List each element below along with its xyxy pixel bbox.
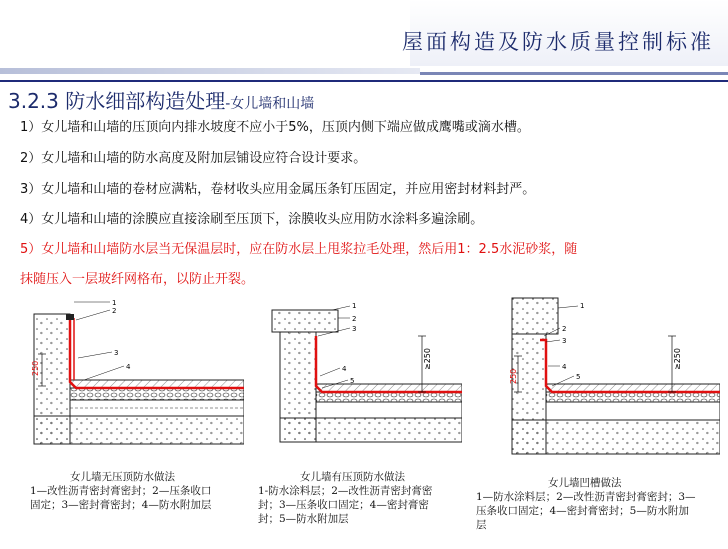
callout-label: 3 (562, 337, 567, 345)
diagram-legend: 1—改性沥青密封膏密封；2—压条收口 (30, 485, 212, 497)
list-item: 3）女儿墙和山墙的卷材应满粘，卷材收头应用金属压条钉压固定，并应用密封材料封严。 (20, 182, 536, 197)
callout-label: 3 (352, 325, 357, 333)
callout-label: 1 (352, 302, 357, 310)
list-item: 2）女儿墙和山墙的防水高度及附加层铺设应符合设计要求。 (20, 151, 367, 166)
list-item: 1）女儿墙和山墙的压顶向内排水坡度不应小于5%，压顶内侧下端应做成鹰嘴或滴水槽。 (20, 120, 530, 135)
callout-label: 2 (112, 307, 117, 315)
callout-label: 4 (562, 363, 567, 371)
diagram-legend: 固定；3—密封膏密封；4—防水附加层 (30, 499, 212, 511)
diagram-parapet-no-coping (14, 296, 244, 468)
diagram-parapet-with-coping (262, 296, 462, 468)
diagram-parapet-groove (500, 296, 720, 468)
header-decoration-bar (0, 68, 420, 74)
page-title: 屋面构造及防水质量控制标准 (402, 30, 714, 54)
header-decoration-bar (420, 72, 728, 75)
callout-label: 5 (576, 373, 581, 381)
dimension-label: 250 (509, 368, 518, 384)
section-number-title: 3.2.3 防水细部构造处理 (8, 89, 226, 113)
list-item-highlight: 5）女儿墙和山墙防水层当无保温层时，应在防水层上甩浆拉毛处理，然后用1：2.5水泥砂浆，随 (20, 242, 578, 257)
diagram-caption: 女儿墙有压顶防水做法 (300, 471, 405, 483)
dimension-label: ≥250 (423, 348, 432, 370)
diagram-legend: 层 (476, 519, 487, 531)
dimension-label: 250 (31, 360, 40, 376)
callout-label: 2 (352, 315, 357, 323)
section-subtitle: -女儿墙和山墙 (225, 96, 315, 112)
callout-label: 3 (114, 349, 119, 357)
diagram-caption: 女儿墙凹槽做法 (548, 477, 622, 489)
diagram-caption: 女儿墙无压顶防水做法 (70, 471, 175, 483)
diagram-legend: 封；3—压条收口固定；4—密封膏密 (258, 499, 429, 511)
callout-label: 4 (126, 363, 131, 371)
callout-label: 4 (342, 365, 347, 373)
dimension-label: ≥250 (673, 348, 682, 370)
diagram-legend: 1—防水涂料层；2—改性沥青密封膏密封；3— (476, 491, 696, 503)
callout-label: 1 (112, 299, 117, 307)
section-heading (8, 85, 314, 114)
header-divider (0, 80, 728, 82)
list-item: 4）女儿墙和山墙的涂膜应直接涂刷至压顶下，涂膜收头应用防水涂料多遍涂刷。 (20, 212, 484, 227)
callout-label: 2 (562, 325, 567, 333)
diagram-legend: 压条收口固定；4—密封膏密封；5—防水附加 (476, 505, 689, 517)
callout-label: 1 (580, 302, 585, 310)
diagram-legend: 封；5—防水附加层 (258, 513, 349, 525)
diagram-legend: 1-防水涂料层；2—改性沥青密封膏密 (258, 485, 433, 497)
callout-label: 5 (350, 377, 355, 385)
list-item-highlight: 抹随压入一层玻纤网格布，以防止开裂。 (20, 272, 255, 287)
